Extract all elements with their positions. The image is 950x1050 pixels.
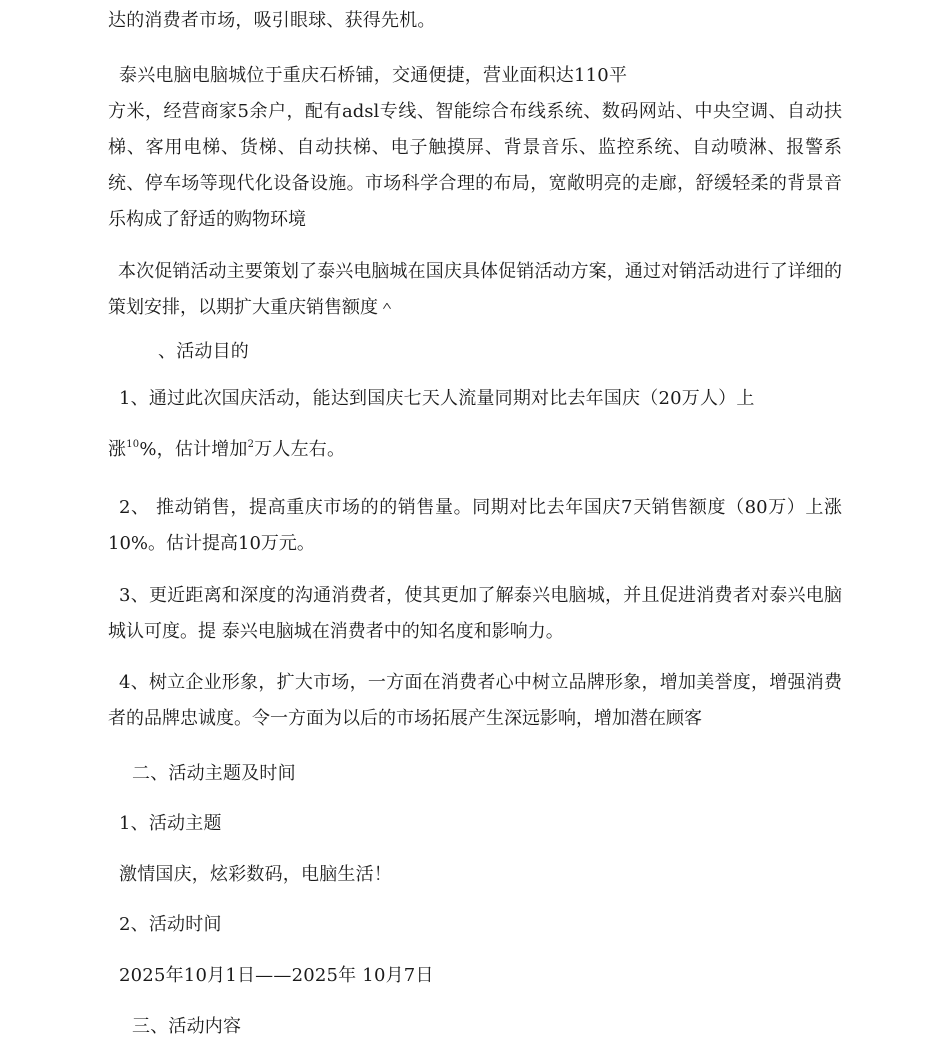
theme-text: 激情国庆，炫彩数码，电脑生活！: [119, 864, 392, 885]
location-first-line: 泰兴电脑电脑城位于重庆石桥铺，交通便捷，营业面积达110平: [119, 65, 628, 86]
goal-1-line-1: 1、通过此次国庆活动，能达到国庆七天人流量同期对比去年国庆（20万人）上: [119, 388, 755, 409]
intro-tail-text: 达的消费者市场，吸引眼球、获得先机。: [108, 10, 436, 31]
goal-2-paragraph: 2、 推动销售，提高重庆市场的的销售量。同期对比去年国庆7天销售额度（80万）上涨10%。估计提高10万元。: [108, 497, 842, 554]
goal-1-superscript-percent: 10: [126, 439, 140, 450]
goal-1-line-2: [108, 438, 345, 462]
goal-1-text-a: 涨: [108, 439, 127, 460]
goal-1-text-c: 万人左右。: [254, 439, 346, 460]
plan-paragraph: 本次促销活动主要策划了泰兴电脑城在国庆具体促销活动方案，通过对销活动进行了详细的策划安排，以期扩大重庆销售额度＾: [108, 261, 842, 318]
section-heading-theme-time: 二、活动主题及时间: [132, 763, 296, 784]
section-heading-content: 三、活动内容: [132, 1016, 242, 1037]
time-label: 2、活动时间: [119, 914, 222, 935]
theme-label: 1、活动主题: [119, 813, 222, 834]
goal-4-paragraph: 4、树立企业形象，扩大市场，一方面在消费者心中树立品牌形象，增加美誉度，增强消费者的品牌忠诚度。令一方面为以后的市场拓展产生深远影响，增加潜在顾客: [108, 672, 842, 729]
goal-3-paragraph: 3、更近距离和深度的沟通消费者，使其更加了解泰兴电脑城，并且促进消费者对泰兴电脑城认可度。提 泰兴电脑城在消费者中的知名度和影响力。: [108, 585, 842, 642]
goal-1-superscript-count: 2: [247, 439, 255, 450]
location-paragraph: 方米，经营商家5余户，配有adsl专线、智能综合布线系统、数码网站、中央空调、自动扶梯、客用电梯、货梯、自动扶梯、电子触摸屏、背景音乐、监控系统、自动喷淋、报警系统、停车场等现代化设备设施。市场科学合理的布局，宽敞明亮的走廊，舒缓轻柔的背景音乐构成了舒适的购物环境: [108, 101, 842, 230]
section-heading-purpose: 、活动目的: [158, 341, 249, 362]
goal-1-text-b: %，估计增加: [139, 439, 248, 460]
time-text: 2025年10月1日——2025年 10月7日: [119, 965, 434, 986]
